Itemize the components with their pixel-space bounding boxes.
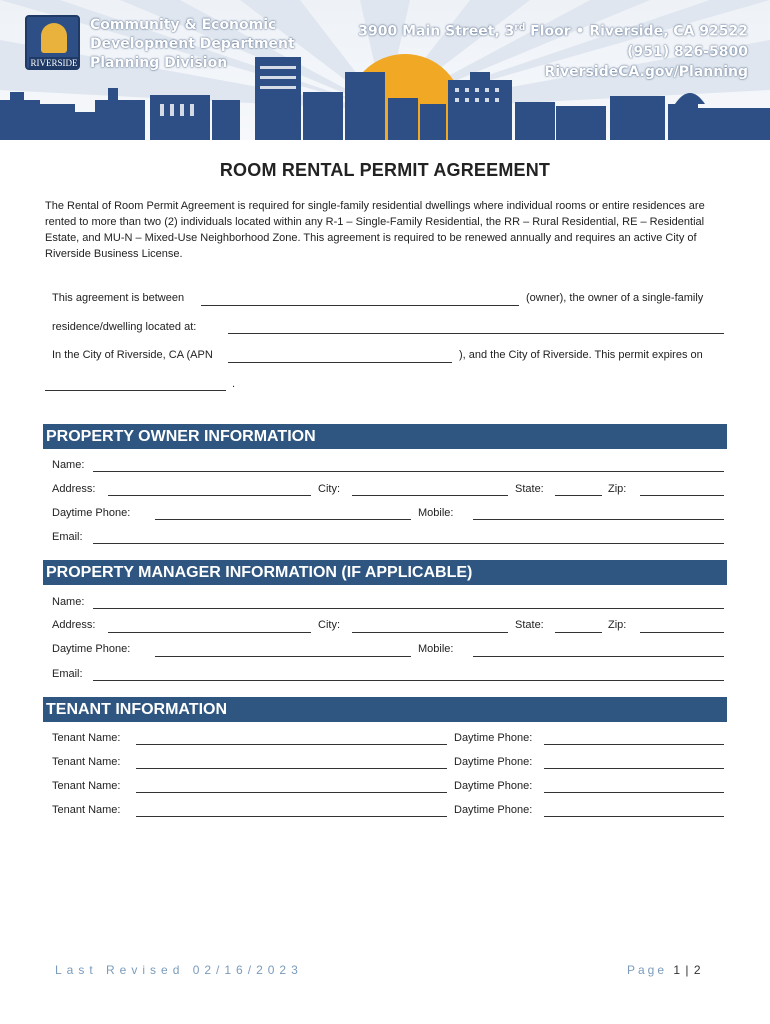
manager-email-label: Email: <box>52 668 83 680</box>
residence-address-field[interactable] <box>228 320 724 334</box>
department-line-2: Development Department <box>90 36 295 52</box>
apn-field[interactable] <box>228 349 452 363</box>
located-label: residence/dwelling located at: <box>52 321 197 333</box>
owner-mobile-input[interactable] <box>473 506 724 520</box>
tenant-3-phone-input[interactable] <box>544 779 724 793</box>
last-revised-note: Last Revised 02/16/2023 <box>55 963 303 977</box>
manager-zip-label: Zip: <box>608 619 627 631</box>
tenant-3-name-input[interactable] <box>136 779 447 793</box>
manager-zip-input[interactable] <box>640 619 724 633</box>
section-header-manager: PROPERTY MANAGER INFORMATION (IF APPLICABLE) <box>43 560 727 585</box>
tenant-4-phone-label: Daytime Phone: <box>454 804 533 816</box>
tenant-3-name-label: Tenant Name: <box>52 780 121 792</box>
manager-name-label: Name: <box>52 596 85 608</box>
owner-name-label: Name: <box>52 459 85 471</box>
tenant-1-name-input[interactable] <box>136 731 447 745</box>
owner-city-label: City: <box>318 483 340 495</box>
manager-city-input[interactable] <box>352 619 508 633</box>
manager-mobile-label: Mobile: <box>418 643 454 655</box>
tenant-1-phone-label: Daytime Phone: <box>454 732 533 744</box>
section-header-owner: PROPERTY OWNER INFORMATION <box>43 424 727 449</box>
seal-wordmark: RIVERSIDE <box>30 58 78 68</box>
owner-zip-label: Zip: <box>608 483 627 495</box>
department-name <box>90 16 295 73</box>
page-indicator <box>627 963 702 977</box>
city-seal-logo <box>25 15 80 70</box>
tenant-1-phone-input[interactable] <box>544 731 724 745</box>
owner-zip-input[interactable] <box>640 482 724 496</box>
header-banner <box>0 0 770 140</box>
manager-name-input[interactable] <box>93 595 724 609</box>
manager-mobile-input[interactable] <box>473 643 724 657</box>
document-title: ROOM RENTAL PERMIT AGREEMENT <box>219 160 551 180</box>
manager-address-label: Address: <box>52 619 96 631</box>
manager-phone-input[interactable] <box>155 643 411 657</box>
owner-phone-label: Daytime Phone: <box>52 507 131 519</box>
owner-state-label: State: <box>515 483 544 495</box>
street-address: 3900 Main Street, 3rd Floor • Riverside, CA 92522 <box>358 23 748 40</box>
manager-email-input[interactable] <box>93 667 724 681</box>
between-label: This agreement is between <box>52 292 185 304</box>
tenant-2-phone-label: Daytime Phone: <box>454 756 533 768</box>
owner-address-label: Address: <box>52 483 96 495</box>
tenant-1-name-label: Tenant Name: <box>52 732 121 744</box>
manager-city-label: City: <box>318 619 340 631</box>
tenant-4-name-label: Tenant Name: <box>52 804 121 816</box>
contact-block <box>358 18 748 82</box>
tenant-2-name-input[interactable] <box>136 755 447 769</box>
website-link[interactable]: RiversideCA.gov/Planning <box>544 63 748 80</box>
owner-city-input[interactable] <box>352 482 508 496</box>
tenant-2-name-label: Tenant Name: <box>52 756 121 768</box>
phone-number: (951) 826-5800 <box>627 43 748 60</box>
owner-suffix-label: (owner), the owner of a single-family <box>526 292 704 304</box>
page-label: Page <box>627 963 668 977</box>
manager-phone-label: Daytime Phone: <box>52 643 131 655</box>
period-mark: . <box>232 378 236 390</box>
manager-address-input[interactable] <box>108 619 311 633</box>
owner-email-label: Email: <box>52 531 83 543</box>
tenant-4-name-input[interactable] <box>136 803 447 817</box>
expiration-date-field[interactable] <box>45 377 226 391</box>
owner-state-input[interactable] <box>555 482 602 496</box>
tenant-4-phone-input[interactable] <box>544 803 724 817</box>
owner-phone-input[interactable] <box>155 506 411 520</box>
manager-state-label: State: <box>515 619 544 631</box>
owner-mobile-label: Mobile: <box>418 507 454 519</box>
intro-paragraph: The Rental of Room Permit Agreement is required for single-family residential dwellings where individual rooms or entire residences are rented to more than two (2) individuals located within any R-1 – Single-Family Residential, the RR – Rural Residential, RE – Residential Estate, and MU-N – Mixed-Use Neighborhood Zone. This agreement is required to be renewed annually and requires an active City of Riverside Business License. <box>45 200 705 260</box>
owner-name-field[interactable] <box>201 292 519 306</box>
tenant-2-phone-input[interactable] <box>544 755 724 769</box>
department-line-1: Community & Economic <box>90 17 277 33</box>
apn-label: In the City of Riverside, CA (APN <box>52 349 213 361</box>
tenant-3-phone-label: Daytime Phone: <box>454 780 533 792</box>
department-line-3: Planning Division <box>90 55 228 71</box>
owner-name-input[interactable] <box>93 458 724 472</box>
owner-address-input[interactable] <box>108 482 311 496</box>
manager-state-input[interactable] <box>555 619 602 633</box>
owner-email-input[interactable] <box>93 530 724 544</box>
section-header-tenant: TENANT INFORMATION <box>43 697 727 722</box>
bell-icon <box>41 23 67 53</box>
page-number: 1 | 2 <box>673 963 702 977</box>
expires-label: ), and the City of Riverside. This permit expires on <box>459 349 703 361</box>
